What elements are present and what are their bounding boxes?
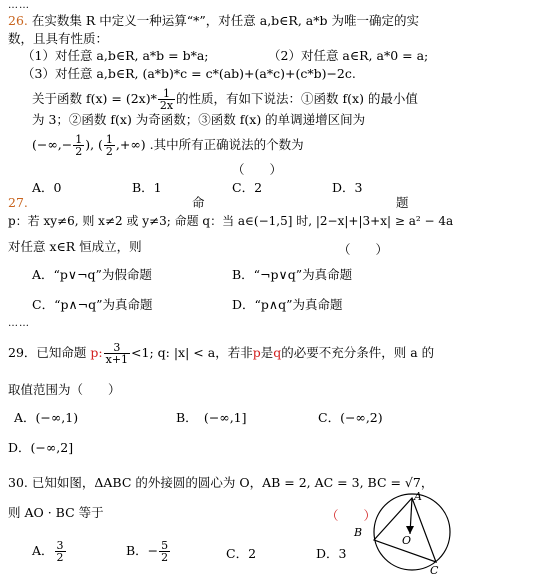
q26-fraction: $\frac{1}{2x}$ — [159, 87, 174, 112]
q26-choice-d: D．3 — [332, 180, 363, 195]
q29-line1: 29．已知命题 p: $\frac{3}{x+1}$ <1; q: |x| < a，若非p是q的必要不充分条件，则 a 的 — [8, 341, 435, 366]
q30-line1: 30. 已知如图，ΔABC 的外接圆的圆心为 O，AB = 2, AC = 3, BC = √7， — [8, 475, 434, 490]
label-b: B — [354, 526, 363, 539]
q29-condition: <1; q: |x| < a — [131, 345, 216, 360]
vector-ao-arrowhead — [406, 526, 414, 534]
q26-stem-1: 在实数集 R 中定义一种运算“*”，对任意 a,b∈R, a*b 为唯一确定的实 — [31, 13, 419, 28]
q26-choice-c: C．2 — [232, 180, 263, 195]
q26-line4 — [32, 88, 418, 111]
q30-choice-d: D．3 — [316, 546, 347, 561]
circumcircle-diagram — [350, 490, 460, 576]
q27-answer-paren: （ ） — [338, 242, 389, 257]
q27-choice-d: D．“p∧q”为真命题 — [232, 297, 343, 312]
label-a: A — [414, 490, 422, 503]
q26-line6-frac2: $\frac{1}{2}$ — [105, 133, 113, 158]
q30-choice-a: A． $\frac{3}{2}$ — [32, 539, 64, 564]
q26-line1 — [8, 14, 419, 28]
q30-choice-c: C．2 — [226, 546, 257, 561]
q29-choice-a: A．(−∞,1) — [14, 410, 79, 425]
q26-choice-a: A．0 — [32, 180, 62, 195]
q26-prop2: （2）对任意 a∈R, a*0 = a; — [268, 48, 429, 63]
q26-choice-b: B．1 — [132, 180, 162, 195]
q26-function-text: 关于函数 f(x) = (2x)* — [32, 91, 157, 106]
q27-number: 27. — [8, 195, 28, 210]
q30-choice-b: B．− $\frac{5}{2}$ — [126, 539, 169, 564]
label-o: O — [402, 534, 412, 547]
q26-prop3: （3）对任意 a,b∈R, (a*b)*c = c*(ab)+(a*c)+(c*b)−2c. — [22, 66, 356, 81]
q27-line2: p：若 xy≠6, 则 x≠2 或 y≠3; 命题 q：当 a∈(−1,5] 时, |2−x|+|3+x| ≥ a² − 4a — [8, 214, 454, 228]
q26-line2: 数，且具有性质： — [8, 31, 109, 46]
q30-answer-paren: （ ） — [326, 508, 377, 523]
q27-title-right: 题 — [396, 195, 409, 210]
q27-line3: 对任意 x∈R 恒成立，则 — [8, 239, 142, 254]
q26-props-text: 的性质，有如下说法：①函数 f(x) 的最小值 — [176, 91, 418, 106]
q27-choice-b: B．“¬p∨q”为真命题 — [232, 267, 353, 282]
q27-choice-a: A．“p∨¬q”为假命题 — [32, 267, 152, 282]
q26-line6-frac1: $\frac{1}{2}$ — [75, 133, 83, 158]
mid-ellipsis: …… — [8, 318, 30, 329]
top-ellipsis: …… — [8, 0, 30, 11]
label-c: C — [430, 564, 439, 576]
q29-fraction: $\frac{3}{x+1}$ — [105, 341, 129, 366]
q29-number: 29．已知命题 — [8, 345, 87, 360]
q26-line5: 为 3；②函数 f(x) 为奇函数；③函数 f(x) 的单调递增区间为 — [32, 112, 366, 127]
q26-answer-paren: （ ） — [232, 162, 283, 177]
q26-number: 26. — [8, 13, 28, 28]
q27-choice-c: C．“p∧¬q”为真命题 — [32, 297, 153, 312]
q29-p-label: p: — [90, 345, 103, 360]
q29-choice-d: D．(−∞,2] — [8, 440, 74, 455]
q29-choice-c: C．(−∞,2) — [318, 410, 383, 425]
q29-choice-b: B． (−∞,1] — [176, 410, 247, 425]
q26-prop1: （1）对任意 a,b∈R, a*b = b*a; — [22, 48, 209, 63]
q27-title-left: 命 — [192, 195, 205, 210]
q26-line6: (−∞,− $\frac{1}{2}$ ), ( $\frac{1}{2}$ ,+∞) .其中所有正确说法的个数为 — [32, 133, 304, 158]
q30-line2: 则 AO · BC 等于 — [8, 505, 104, 520]
q29-line2: 取值范围为（ ） — [8, 382, 121, 397]
